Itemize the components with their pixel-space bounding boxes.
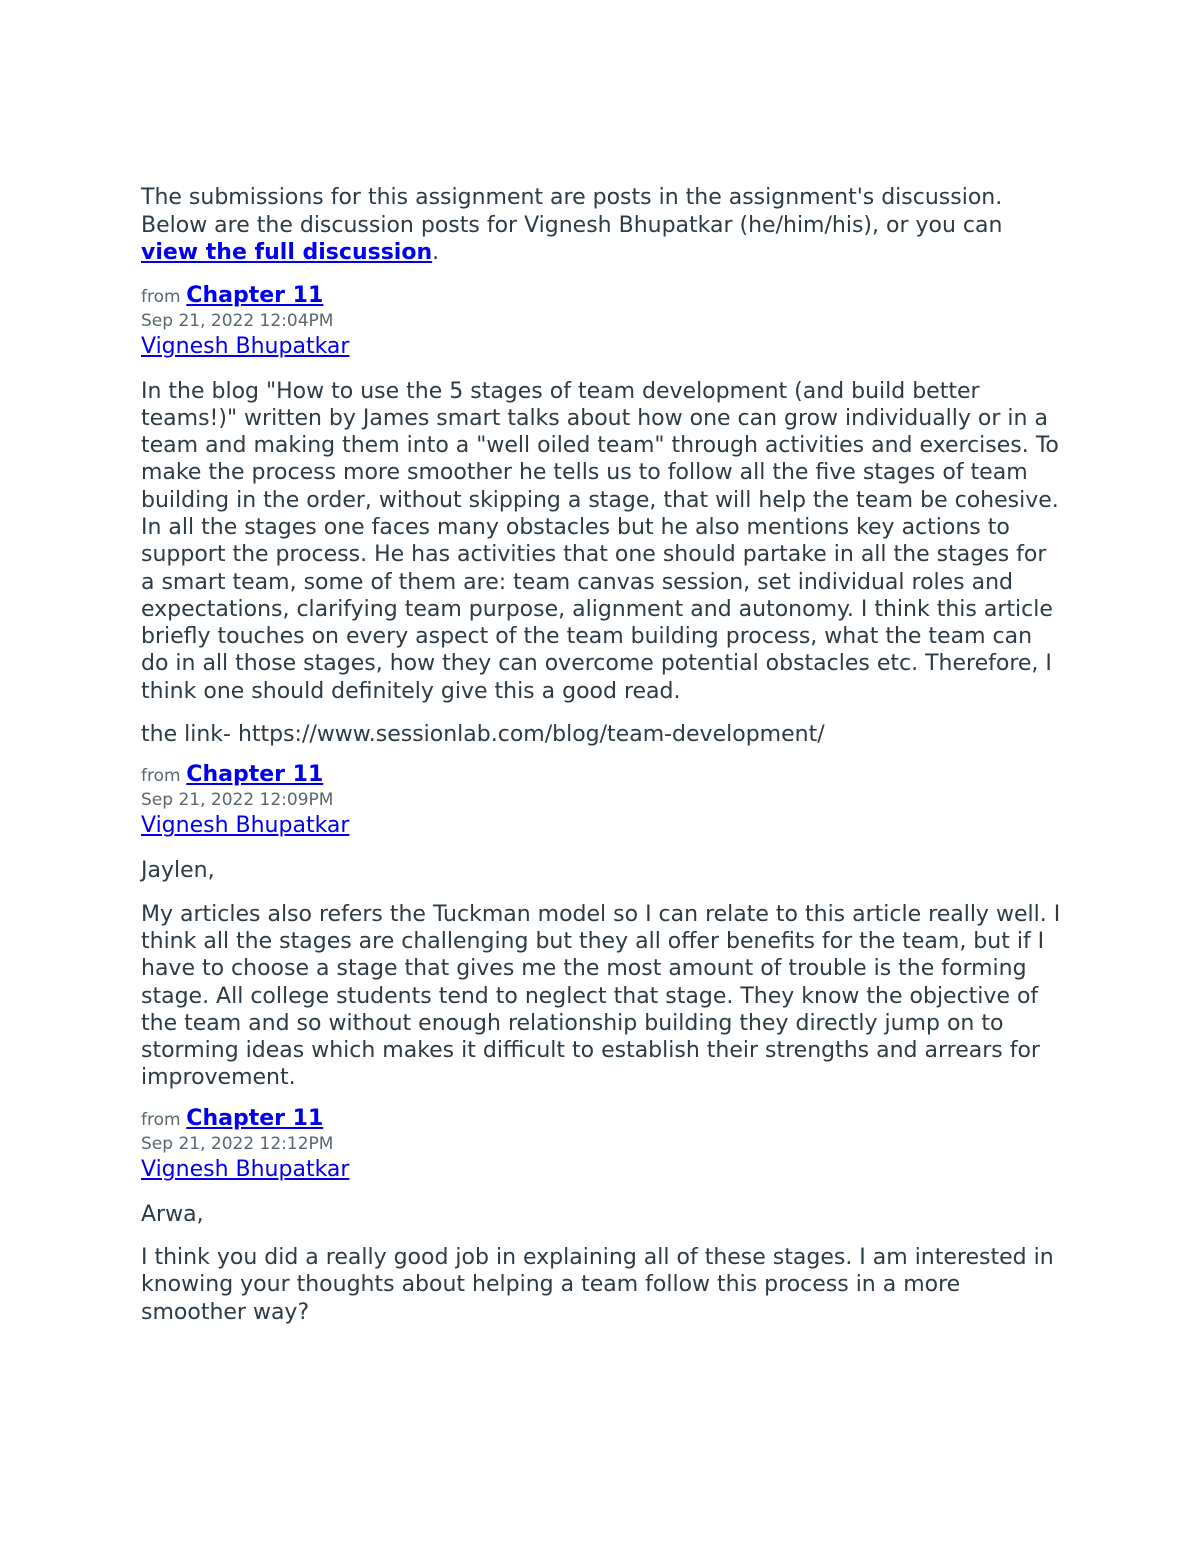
from-label: from	[141, 766, 181, 787]
post-author	[141, 811, 1061, 841]
discussion-post	[141, 762, 1061, 1091]
post-source	[141, 283, 1061, 310]
post-timestamp: Sep 21, 2022 12:12PM	[141, 1133, 334, 1154]
submission-page	[141, 184, 1061, 1340]
post-body	[141, 857, 1061, 1091]
post-source	[141, 1106, 1061, 1133]
post-author	[141, 332, 1061, 362]
from-label: from	[141, 1109, 181, 1130]
intro-text-after: .	[432, 240, 440, 265]
post-timestamp: Sep 21, 2022 12:04PM	[141, 310, 334, 331]
post-paragraph: In the blog "How to use the 5 stages of team development (and build better teams!)" written by James smart talks about how one can grow individually or in a team and making them into a "well oiled team" through activities and exercises. To make the process more smoother he tells us to follow all the five stages of team building in the order, without skipping a stage, that will help the team be cohesive. In all the stages one faces many obstacles but he also mentions key actions to support the process. He has activities that one should partake in all the stages for a smart team, some of them are: team canvas session, set individual roles and expectations, clarifying team purpose, alignment and autonomy. I think this article briefly touches on every aspect of the team building process, what the team can do in all those stages, how they can overcome potential obstacles etc. Therefore, I think one should definitely give this a good read.	[141, 378, 1059, 704]
post-paragraph: Arwa,	[141, 1201, 204, 1227]
post-author	[141, 1155, 1061, 1185]
intro-text-before: The submissions for this assignment are posts in the assignment's discussion. Below are the discussion posts for Vignesh Bhupatkar (he/him/his), or you can	[141, 185, 1003, 238]
topic-link[interactable]: Chapter 11	[186, 1105, 324, 1131]
discussion-post	[141, 1106, 1061, 1326]
post-paragraph: Jaylen,	[141, 858, 215, 884]
intro-text	[141, 184, 1061, 267]
post-body	[141, 378, 1061, 749]
author-link[interactable]: Vignesh Bhupatkar	[141, 333, 350, 359]
topic-link[interactable]: Chapter 11	[186, 762, 324, 788]
author-link[interactable]: Vignesh Bhupatkar	[141, 813, 350, 839]
post-paragraph: I think you did a really good job in explaining all of these stages. I am interested in knowing your thoughts about helping a team follow this process in a more smoother way?	[141, 1245, 1054, 1325]
post-timestamp: Sep 21, 2022 12:09PM	[141, 790, 334, 811]
view-full-discussion-link[interactable]: view the full discussion	[141, 240, 433, 265]
post-paragraph: the link- https://www.sessionlab.com/blog/team-development/	[141, 722, 825, 748]
author-link[interactable]: Vignesh Bhupatkar	[141, 1156, 350, 1182]
post-paragraph: My articles also refers the Tuckman model so I can relate to this article really well. I think all the stages are challenging but they all offer benefits for the team, but if I have to choose a stage that gives me the most amount of trouble is the forming stage. All college students tend to neglect that stage. They know the objective of the team and so without enough relationship building they directly jump on to storming ideas which makes it difficult to establish their strengths and arrears for improvement.	[141, 901, 1061, 1091]
from-label: from	[141, 286, 181, 307]
topic-link[interactable]: Chapter 11	[186, 282, 324, 308]
post-body	[141, 1201, 1061, 1326]
discussion-post	[141, 283, 1061, 749]
discussion-posts	[141, 283, 1061, 1326]
post-source	[141, 762, 1061, 789]
